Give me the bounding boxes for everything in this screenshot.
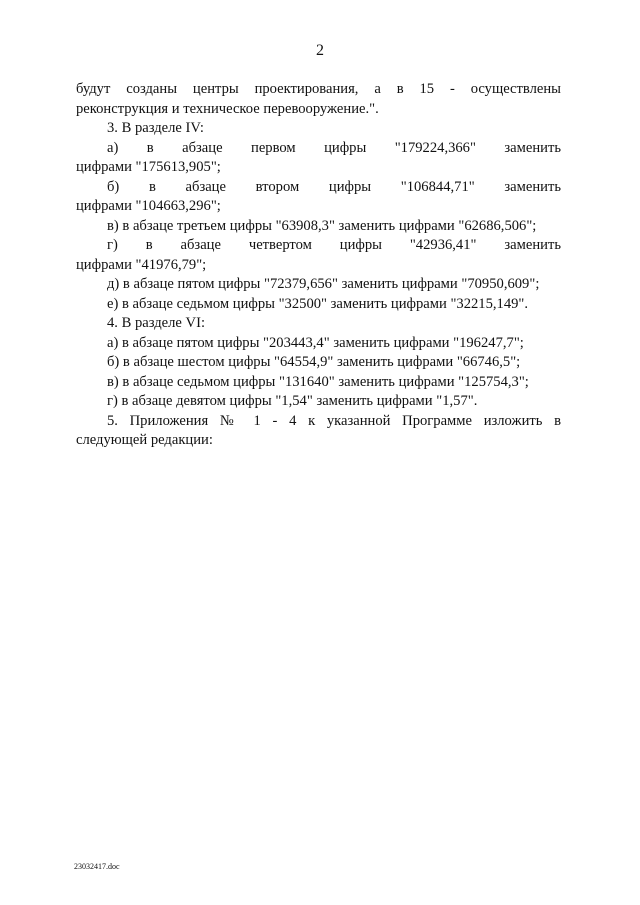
paragraph-line: д) в абзаце пятом цифры "72379,656" заменить цифрами "70950,609"; xyxy=(107,276,540,292)
page-number: 2 xyxy=(316,42,324,59)
section-heading-vi: 4. В разделе VI: xyxy=(107,315,206,331)
paragraph-line: а) в абзаце первом цифры "179224,366" заменить xyxy=(107,139,561,156)
paragraph-line: цифрами "104663,296"; xyxy=(76,198,221,214)
section-heading-iv: 3. В разделе IV: xyxy=(107,120,204,136)
paragraph-line: в) в абзаце седьмом цифры "131640" заменить цифрами "125754,3"; xyxy=(107,373,529,390)
footer-filename: 23032417.doc xyxy=(74,862,120,871)
paragraph-line: будут созданы центры проектирования, а в 15 - осуществлены xyxy=(76,81,561,97)
paragraph-line: г) в абзаце девятом цифры "1,54" заменить цифрами "1,57". xyxy=(107,393,478,409)
paragraph-line: б) в абзаце втором цифры "106844,71" заменить xyxy=(107,178,561,195)
paragraph-line: а) в абзаце пятом цифры "203443,4" заменить цифрами "196247,7"; xyxy=(107,334,524,351)
paragraph-line: 5. Приложения № 1 - 4 к указанной Программе изложить в xyxy=(107,412,561,429)
paragraph-line: цифрами "175613,905"; xyxy=(76,159,221,175)
paragraph-line: реконструкция и техническое перевооружение.". xyxy=(76,100,379,117)
document-body xyxy=(76,80,561,451)
paragraph-line: следующей редакции: xyxy=(76,432,213,448)
paragraph-line: г) в абзаце четвертом цифры "42936,41" заменить xyxy=(107,237,561,253)
paragraph-line: е) в абзаце седьмом цифры "32500" заменить цифрами "32215,149". xyxy=(107,295,529,312)
paragraph-line: б) в абзаце шестом цифры "64554,9" заменить цифрами "66746,5"; xyxy=(107,354,521,370)
paragraph-line: цифрами "41976,79"; xyxy=(76,256,207,273)
paragraph-line: в) в абзаце третьем цифры "63908,3" заменить цифрами "62686,506"; xyxy=(107,217,537,234)
